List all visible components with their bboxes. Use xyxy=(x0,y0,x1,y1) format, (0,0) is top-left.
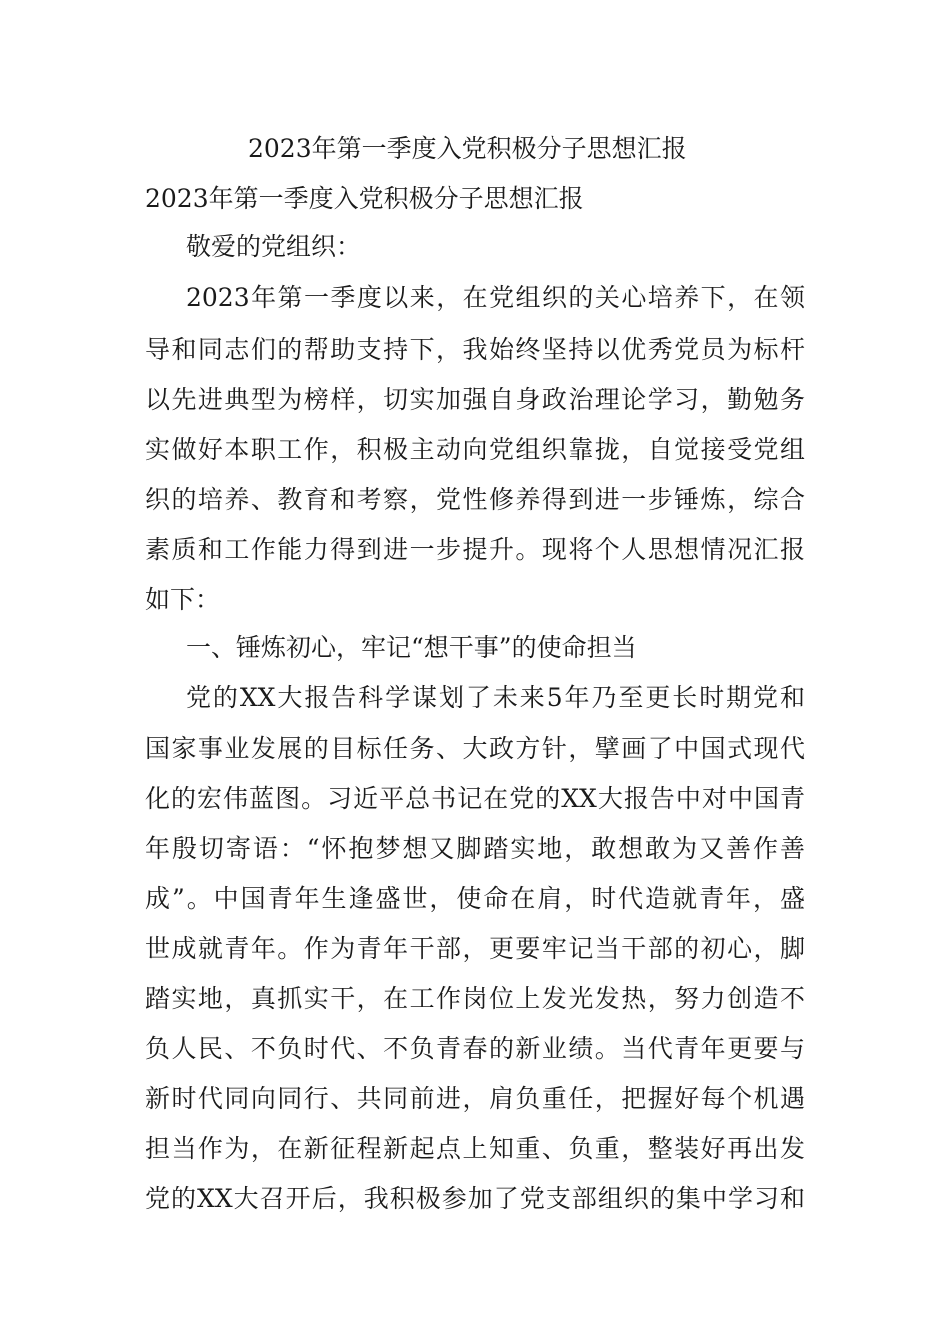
text-line: 化的宏伟蓝图。习近平总书记在党的XX大报告中对中国青 xyxy=(145,784,805,813)
text-line: 新时代同向同行、共同前进，肩负重任，把握好每个机遇 xyxy=(145,1084,805,1113)
text-line: 年殷切寄语：“怀抱梦想又脚踏实地，敢想敢为又善作善 xyxy=(145,834,805,863)
text-line: 成”。中国青年生逢盛世，使命在肩，时代造就青年，盛 xyxy=(145,884,805,913)
text-line: 素质和工作能力得到进一步提升。现将个人思想情况汇报 xyxy=(145,535,805,564)
text-line: 负人民、不负时代、不负青春的新业绩。当代青年更要与 xyxy=(145,1034,805,1063)
text-line: 担当作为，在新征程新起点上知重、负重，整装好再出发 xyxy=(145,1134,805,1163)
text-line: 如下： xyxy=(145,585,221,614)
text-line: 以先进典型为榜样，切实加强自身政治理论学习，勤勉务 xyxy=(145,385,805,414)
text-line: 党的XX大报告科学谋划了未来5年乃至更长时期党和 xyxy=(186,683,805,712)
document-subtitle: 2023年第一季度入党积极分子思想汇报 xyxy=(145,184,584,213)
text-line: 踏实地，真抓实干，在工作岗位上发光发热，努力创造不 xyxy=(145,984,805,1013)
document-title: 2023年第一季度入党积极分子思想汇报 xyxy=(248,134,687,163)
text-line: 实做好本职工作，积极主动向党组织靠拢，自觉接受党组 xyxy=(145,435,805,464)
text-line: 导和同志们的帮助支持下，我始终坚持以优秀党员为标杆 xyxy=(145,335,805,364)
text-line: 世成就青年。作为青年干部，更要牢记当干部的初心，脚 xyxy=(145,934,805,963)
salutation: 敬爱的党组织： xyxy=(186,232,362,261)
text-line: 2023年第一季度以来，在党组织的关心培养下，在领 xyxy=(186,283,805,312)
section-heading: 一、锤炼初心，牢记“想干事”的使命担当 xyxy=(186,633,637,662)
text-line: 织的培养、教育和考察，党性修养得到进一步锤炼，综合 xyxy=(145,485,805,514)
text-line: 党的XX大召开后，我积极参加了党支部组织的集中学习和 xyxy=(145,1184,805,1213)
text-line: 国家事业发展的目标任务、大政方针，擘画了中国式现代 xyxy=(145,734,805,763)
